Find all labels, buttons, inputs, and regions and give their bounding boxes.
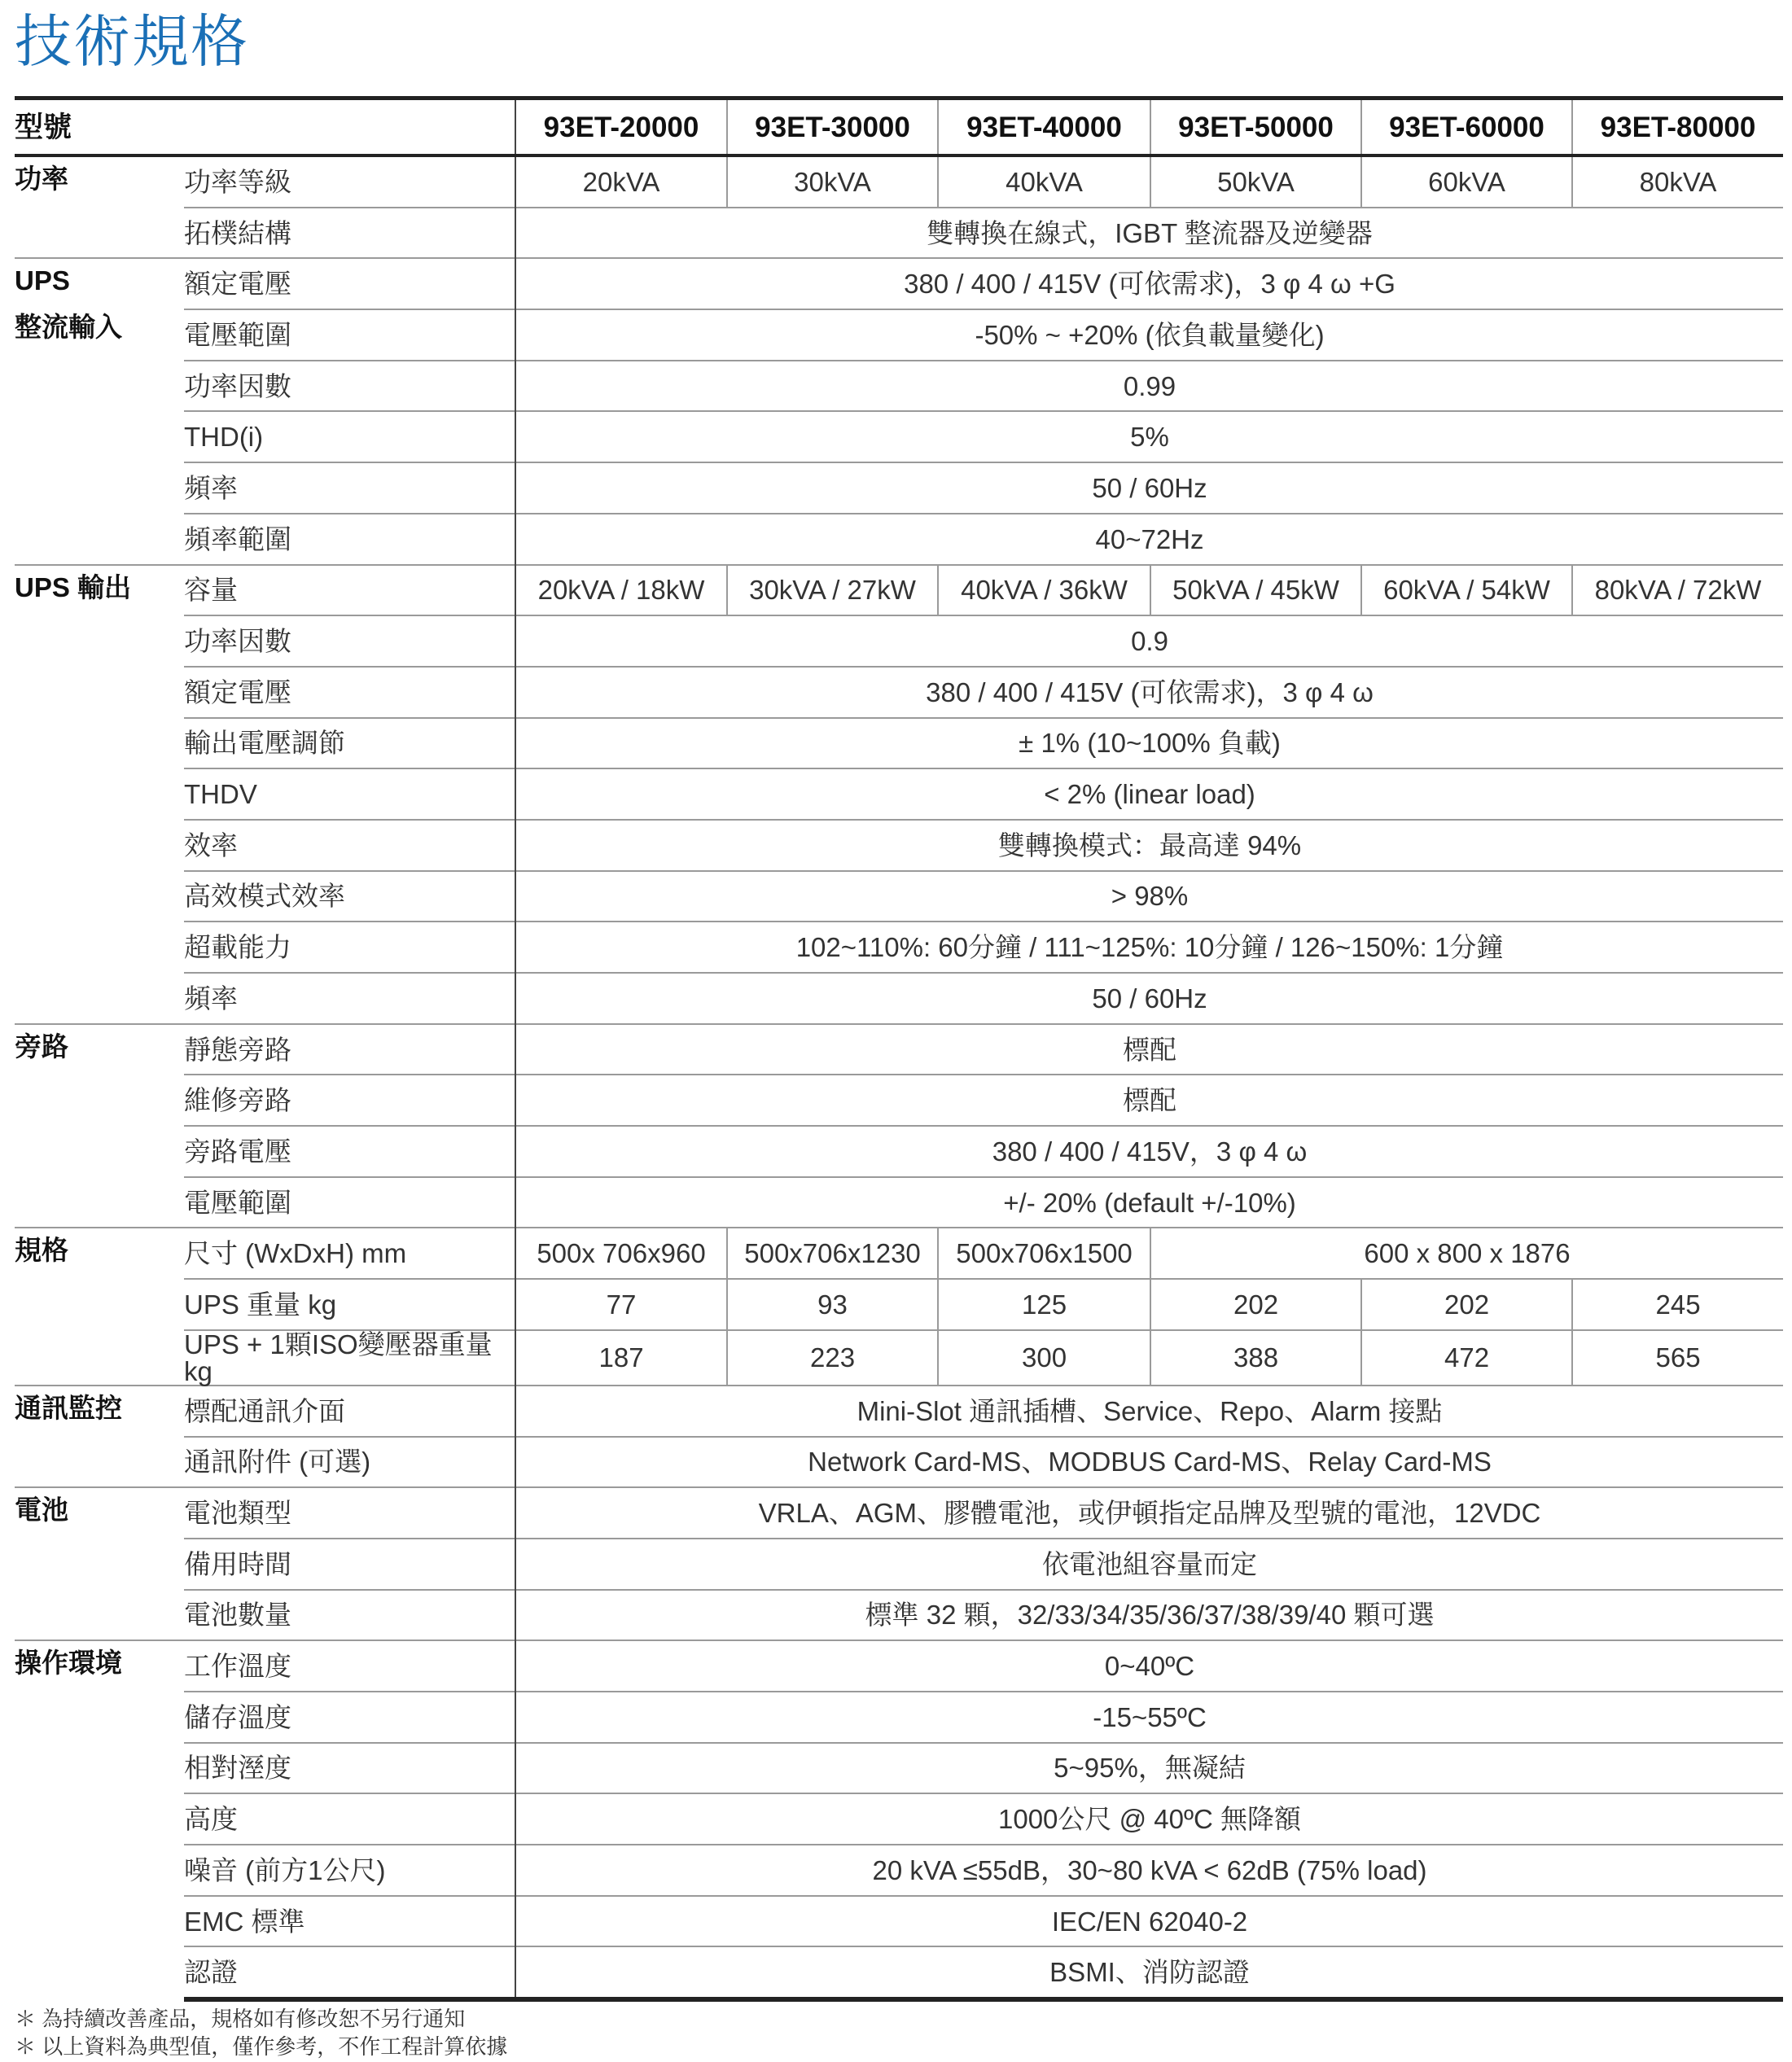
spec-value: Network Card-MS、MODBUS Card-MS、Relay Card-MS [515, 1437, 1783, 1488]
spec-value: 93 [727, 1279, 938, 1330]
spec-value: 102~110%: 60分鐘 / 111~125%: 10分鐘 / 126~150%: 1分鐘 [515, 922, 1783, 973]
table-row [15, 615, 1783, 667]
spec-item-label: 通訊附件 (可選) [184, 1437, 515, 1488]
table-row [15, 1437, 1783, 1488]
spec-value: BSMI、消防認證 [515, 1946, 1783, 1999]
spec-value: 500x 706x960 [515, 1228, 727, 1279]
spec-value: 1000公尺 @ 40ºC 無降額 [515, 1793, 1783, 1845]
spec-item-label: 電池類型 [184, 1487, 515, 1539]
spec-value: 60kVA [1361, 155, 1572, 208]
table-row [15, 1386, 1783, 1437]
table-row [15, 361, 1783, 412]
spec-value: IEC/EN 62040-2 [515, 1896, 1783, 1947]
spec-value: Mini-Slot 通訊插槽、Service、Repo、Alarm 接點 [515, 1386, 1783, 1437]
table-row [15, 1024, 1783, 1075]
page-title: 技術規格 [15, 8, 249, 75]
model-header: 93ET-20000 [515, 99, 727, 156]
spec-value: 20kVA / 18kW [515, 565, 727, 616]
spec-value: 5% [515, 411, 1783, 462]
spec-value: 202 [1150, 1279, 1361, 1330]
table-row [15, 1590, 1783, 1641]
spec-value: 50 / 60Hz [515, 462, 1783, 514]
spec-value: 80kVA [1572, 155, 1783, 208]
spec-value: 80kVA / 72kW [1572, 565, 1783, 616]
spec-value: -15~55ºC [515, 1692, 1783, 1743]
spec-value: 40kVA [938, 155, 1150, 208]
spec-value: 標配 [515, 1024, 1783, 1075]
model-header: 93ET-60000 [1361, 99, 1572, 156]
table-row [15, 768, 1783, 820]
spec-value: 245 [1572, 1279, 1783, 1330]
spec-value: 依電池組容量而定 [515, 1539, 1783, 1590]
spec-value: 雙轉換模式：最高達 94% [515, 820, 1783, 871]
table-row [15, 718, 1783, 769]
spec-value: 60kVA / 54kW [1361, 565, 1572, 616]
table-row [15, 1946, 1783, 1999]
table-row [15, 1177, 1783, 1228]
spec-item-label: 功率因數 [184, 615, 515, 667]
spec-item-label: 電池數量 [184, 1590, 515, 1641]
category-label: 旁路 [15, 1024, 184, 1228]
table-row [15, 1539, 1783, 1590]
spec-item-label: 備用時間 [184, 1539, 515, 1590]
spec-value: 77 [515, 1279, 727, 1330]
table-row [15, 820, 1783, 871]
table-row [15, 1279, 1783, 1330]
table-row [15, 1793, 1783, 1845]
spec-item-label: 功率等級 [184, 166, 291, 197]
spec-value: 50kVA / 45kW [1150, 565, 1361, 616]
spec-value: ± 1% (10~100% 負載) [515, 718, 1783, 769]
spec-value: 223 [727, 1330, 938, 1386]
spec-item-label: 高效模式效率 [184, 871, 515, 922]
spec-item-label: 旁路電壓 [184, 1126, 515, 1177]
spec-item-label: 頻率 [184, 973, 515, 1024]
spec-value: 50kVA [1150, 155, 1361, 208]
table-row [15, 871, 1783, 922]
spec-item-label: 高度 [184, 1793, 515, 1845]
category-label: 電池 [15, 1487, 184, 1640]
spec-item-label: THD(i) [184, 411, 515, 462]
table-row [15, 411, 1783, 462]
spec-item-label: 認證 [184, 1946, 515, 1999]
table-row [15, 1743, 1783, 1794]
spec-item-label: 輸出電壓調節 [184, 718, 515, 769]
spec-value: 380 / 400 / 415V (可依需求)，3 φ 4 ω +G [515, 258, 1783, 309]
spec-value: 380 / 400 / 415V，3 φ 4 ω [515, 1126, 1783, 1177]
spec-item-label: EMC 標準 [184, 1896, 515, 1947]
spec-item-label: 頻率範圍 [184, 514, 515, 565]
table-row [15, 155, 1783, 208]
footnote-2: ＊ 以上資料為典型值，僅作參考，不作工程計算依據 [15, 2034, 508, 2059]
table-row [15, 1126, 1783, 1177]
spec-value: 50 / 60Hz [515, 973, 1783, 1024]
spec-item-label: 額定電壓 [184, 258, 515, 309]
table-row [15, 1228, 1783, 1279]
table-row [15, 1896, 1783, 1947]
spec-value: 標配 [515, 1075, 1783, 1126]
table-row [15, 1487, 1783, 1539]
category-label-line: UPS [15, 265, 70, 296]
spec-item-label: 容量 [184, 565, 515, 616]
spec-value: 187 [515, 1330, 727, 1386]
table-row [15, 208, 1783, 259]
spec-item-label: 功率因數 [184, 361, 515, 412]
spec-item-label: 標配通訊介面 [184, 1386, 515, 1437]
spec-value: 0.9 [515, 615, 1783, 667]
spec-item-label: 噪音 (前方1公尺) [184, 1845, 515, 1896]
category-label: 通訊監控 [15, 1386, 184, 1487]
spec-item-label: UPS 重量 kg [184, 1279, 515, 1330]
spec-value: < 2% (linear load) [515, 768, 1783, 820]
category-label-line: 整流輸入 [15, 312, 122, 343]
model-header: 93ET-50000 [1150, 99, 1361, 156]
table-row [15, 462, 1783, 514]
spec-value: +/- 20% (default +/-10%) [515, 1177, 1783, 1228]
footnote-1: ＊ 為持續改善產品，規格如有修改恕不另行通知 [15, 2007, 466, 2031]
spec-value: 40kVA / 36kW [938, 565, 1150, 616]
spec-value: -50% ~ +20% (依負載量變化) [515, 309, 1783, 361]
spec-value: 202 [1361, 1279, 1572, 1330]
spec-value: 30kVA / 27kW [727, 565, 938, 616]
spec-value: 125 [938, 1279, 1150, 1330]
spec-value: 500x706x1500 [938, 1228, 1150, 1279]
spec-item-label: 額定電壓 [184, 667, 515, 718]
spec-value: 600 x 800 x 1876 [1150, 1228, 1783, 1279]
category-label: 操作環境 [15, 1640, 184, 1999]
spec-item-label: 電壓範圍 [184, 1177, 515, 1228]
spec-value: 472 [1361, 1330, 1572, 1386]
category-label: 功率 [15, 164, 68, 194]
spec-value: 20 kVA ≤55dB，30~80 kVA < 62dB (75% load) [515, 1845, 1783, 1896]
spec-item-label: 頻率 [184, 462, 515, 514]
table-row [15, 1692, 1783, 1743]
model-header: 93ET-30000 [727, 99, 938, 156]
spec-item-label: THDV [184, 768, 515, 820]
spec-value: 380 / 400 / 415V (可依需求)，3 φ 4 ω [515, 667, 1783, 718]
table-row [15, 258, 1783, 309]
table-row [15, 1640, 1783, 1692]
spec-value: 500x706x1230 [727, 1228, 938, 1279]
table-header-row [15, 99, 1783, 156]
spec-value: 30kVA [727, 155, 938, 208]
spec-item-label: UPS + 1顆ISO變壓器重量 kg [184, 1330, 515, 1386]
table-row [15, 922, 1783, 973]
spec-item-label: 尺寸 (WxDxH) mm [184, 1228, 515, 1279]
spec-value: 標準 32 顆，32/33/34/35/36/37/38/39/40 顆可選 [515, 1590, 1783, 1641]
spec-value: 0~40ºC [515, 1640, 1783, 1692]
category-label: 規格 [15, 1228, 184, 1385]
table-row [15, 1075, 1783, 1126]
spec-value: VRLA、AGM、膠體電池，或伊頓指定品牌及型號的電池，12VDC [515, 1487, 1783, 1539]
category-label [15, 258, 184, 564]
spec-value: 20kVA [515, 155, 727, 208]
table-row [15, 1845, 1783, 1896]
spec-value: 40~72Hz [515, 514, 1783, 565]
spec-value: 0.99 [515, 361, 1783, 412]
spec-item-label: 維修旁路 [184, 1075, 515, 1126]
spec-item-label: 效率 [184, 820, 515, 871]
spec-item-label: 超載能力 [184, 922, 515, 973]
table-row [15, 1330, 1783, 1386]
spec-value: 300 [938, 1330, 1150, 1386]
spec-value: > 98% [515, 871, 1783, 922]
table-row [15, 565, 1783, 616]
model-header: 93ET-40000 [938, 99, 1150, 156]
spec-value: 雙轉換在線式，IGBT 整流器及逆變器 [515, 208, 1783, 259]
table-row [15, 667, 1783, 718]
spec-item-label: 電壓範圍 [184, 309, 515, 361]
spec-value: 565 [1572, 1330, 1783, 1386]
spec-item-label: 拓樸結構 [184, 208, 515, 259]
model-header: 93ET-80000 [1572, 99, 1783, 156]
spec-item-label: 相對溼度 [184, 1743, 515, 1794]
spec-value: 388 [1150, 1330, 1361, 1386]
category-label: UPS 輸出 [15, 565, 184, 1024]
spec-item-label: 工作溫度 [184, 1640, 515, 1692]
table-row [15, 309, 1783, 361]
spec-table [15, 96, 1783, 2002]
header-label: 型號 [15, 99, 515, 156]
spec-value: 5~95%，無凝結 [515, 1743, 1783, 1794]
spec-item-label: 儲存溫度 [184, 1692, 515, 1743]
spec-item-label: 靜態旁路 [184, 1024, 515, 1075]
table-row [15, 973, 1783, 1024]
table-row [15, 514, 1783, 565]
